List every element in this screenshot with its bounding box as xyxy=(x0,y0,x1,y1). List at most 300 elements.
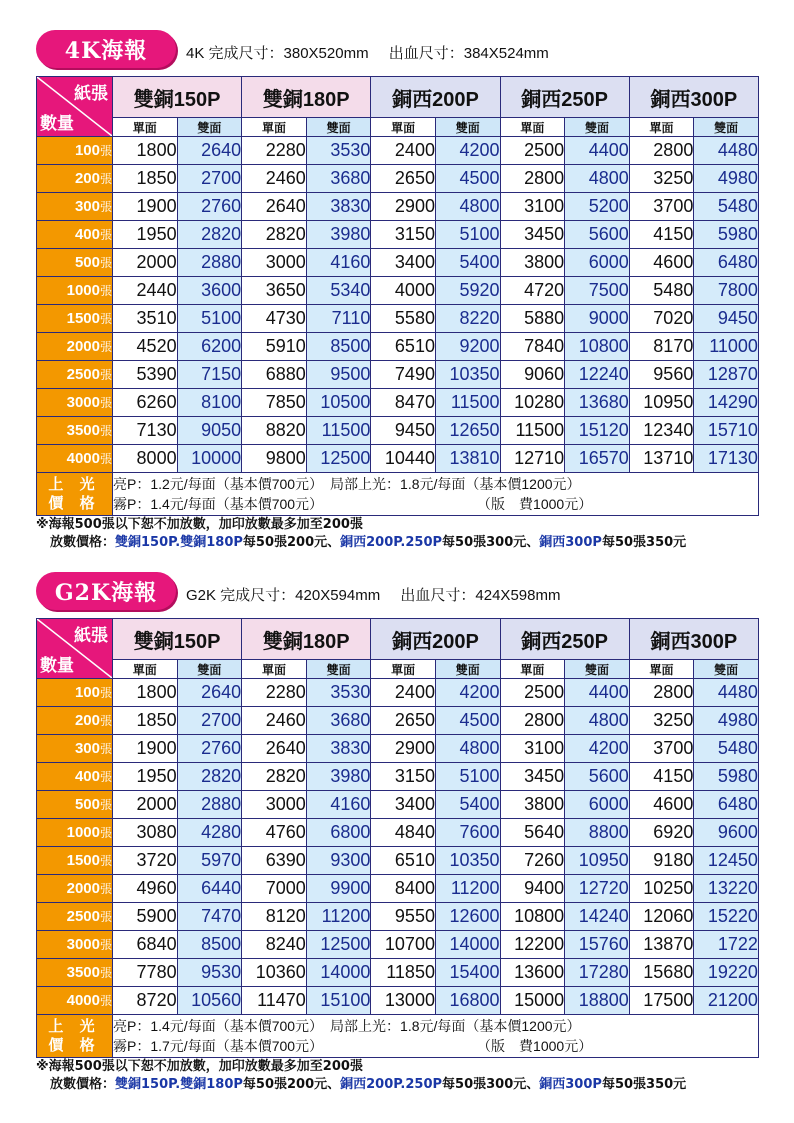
paper-header-row xyxy=(37,619,759,660)
single-side-price: 7000 xyxy=(242,875,307,903)
double-side-price: 5200 xyxy=(565,193,630,221)
double-side-header: 雙面 xyxy=(694,660,759,679)
double-side-price: 1722 xyxy=(694,931,759,959)
single-side-price: 5880 xyxy=(500,305,565,333)
single-side-price: 6510 xyxy=(371,847,436,875)
coating-price-line-2: 霧P：1.4元/每面（基本價700元） （版 費1000元） xyxy=(113,496,593,512)
single-side-price: 3700 xyxy=(629,735,694,763)
double-side-price: 2820 xyxy=(177,221,242,249)
double-side-price: 15100 xyxy=(306,987,371,1015)
paper-header: 銅西250P xyxy=(500,619,629,660)
double-side-price: 11000 xyxy=(694,333,759,361)
note-line-1: ※海報500張以下恕不加放數，加印放數最多加至200張 xyxy=(36,1059,363,1074)
quantity-value: 3000 xyxy=(66,394,100,411)
double-side-price: 4160 xyxy=(306,249,371,277)
single-side-price: 1850 xyxy=(113,165,178,193)
note-price-3: 每50張350元 xyxy=(601,535,687,550)
single-side-price: 2500 xyxy=(500,679,565,707)
double-side-price: 10350 xyxy=(435,361,500,389)
single-side-price: 4720 xyxy=(500,277,565,305)
single-side-price: 2650 xyxy=(371,165,436,193)
single-side-price: 10250 xyxy=(629,875,694,903)
single-side-price: 2650 xyxy=(371,707,436,735)
table-row xyxy=(37,193,759,221)
table-row xyxy=(37,165,759,193)
double-side-price: 3980 xyxy=(306,763,371,791)
double-side-price: 21200 xyxy=(694,987,759,1015)
single-side-price: 1900 xyxy=(113,193,178,221)
coating-price-line-1: 亮P：1.2元/每面（基本價700元） 局部上光：1.8元/每面（基本價1200元） xyxy=(113,476,581,492)
single-side-price: 9400 xyxy=(500,875,565,903)
coating-label xyxy=(37,1015,113,1058)
coating-prices xyxy=(113,1015,759,1058)
single-side-price: 13870 xyxy=(629,931,694,959)
single-side-price: 3250 xyxy=(629,707,694,735)
corner-cell xyxy=(37,619,113,679)
single-side-price: 6840 xyxy=(113,931,178,959)
quantity-unit: 張 xyxy=(99,798,112,812)
double-side-price: 4200 xyxy=(435,137,500,165)
title-badge-4k: 4K海報 xyxy=(36,30,176,68)
double-side-price: 15220 xyxy=(694,903,759,931)
quantity-cell xyxy=(37,819,113,847)
paper-header: 雙銅150P xyxy=(113,77,242,118)
single-side-price: 3100 xyxy=(500,735,565,763)
double-side-price: 5340 xyxy=(306,277,371,305)
quantity-cell xyxy=(37,277,113,305)
single-side-price: 2820 xyxy=(242,763,307,791)
single-side-price: 2800 xyxy=(629,137,694,165)
single-side-price: 5580 xyxy=(371,305,436,333)
double-side-price: 10800 xyxy=(565,333,630,361)
quantity-cell xyxy=(37,987,113,1015)
double-side-price: 14000 xyxy=(306,959,371,987)
double-side-price: 4200 xyxy=(565,735,630,763)
double-side-price: 6440 xyxy=(177,875,242,903)
quantity-cell xyxy=(37,875,113,903)
single-side-price: 7020 xyxy=(629,305,694,333)
quantity-value: 300 xyxy=(74,198,100,215)
paper-header: 雙銅180P xyxy=(242,619,371,660)
single-side-header: 單面 xyxy=(113,660,178,679)
double-side-price: 5400 xyxy=(435,249,500,277)
table-row xyxy=(37,333,759,361)
double-side-price: 3530 xyxy=(306,137,371,165)
single-side-price: 5910 xyxy=(242,333,307,361)
quantity-unit: 張 xyxy=(99,966,112,980)
single-side-price: 8000 xyxy=(113,445,178,473)
single-side-price: 4600 xyxy=(629,791,694,819)
double-side-header: 雙面 xyxy=(435,118,500,137)
quantity-cell xyxy=(37,249,113,277)
double-side-header: 雙面 xyxy=(177,118,242,137)
double-side-price: 6000 xyxy=(565,791,630,819)
double-side-price: 4800 xyxy=(565,165,630,193)
corner-paper-label: 紙張 xyxy=(74,626,108,645)
note-line-1: ※海報500張以下恕不加放數，加印放數最多加至200張 xyxy=(36,517,363,532)
double-side-price: 6480 xyxy=(694,249,759,277)
quantity-value: 1000 xyxy=(66,824,100,841)
single-side-price: 5640 xyxy=(500,819,565,847)
single-side-price: 4000 xyxy=(371,277,436,305)
single-side-price: 10280 xyxy=(500,389,565,417)
double-side-price: 11200 xyxy=(306,903,371,931)
double-side-price: 7500 xyxy=(565,277,630,305)
quantity-unit: 張 xyxy=(99,200,112,214)
double-side-price: 19220 xyxy=(694,959,759,987)
single-side-price: 13710 xyxy=(629,445,694,473)
double-side-header: 雙面 xyxy=(306,118,371,137)
double-side-price: 12500 xyxy=(306,931,371,959)
notes-4k xyxy=(36,516,686,552)
double-side-price: 12500 xyxy=(306,445,371,473)
single-side-price: 12710 xyxy=(500,445,565,473)
quantity-cell xyxy=(37,959,113,987)
double-side-price: 9000 xyxy=(565,305,630,333)
quantity-value: 500 xyxy=(74,254,100,271)
single-side-price: 10360 xyxy=(242,959,307,987)
double-side-price: 10560 xyxy=(177,987,242,1015)
single-side-price: 1950 xyxy=(113,221,178,249)
paper-header: 銅西300P xyxy=(629,619,758,660)
double-side-price: 10950 xyxy=(565,847,630,875)
quantity-value: 3500 xyxy=(66,964,100,981)
single-side-price: 13600 xyxy=(500,959,565,987)
single-side-price: 3400 xyxy=(371,249,436,277)
double-side-price: 15710 xyxy=(694,417,759,445)
quantity-unit: 張 xyxy=(99,312,112,326)
quantity-unit: 張 xyxy=(99,770,112,784)
corner-paper-label: 紙張 xyxy=(74,84,108,103)
single-side-price: 2000 xyxy=(113,249,178,277)
double-side-price: 13220 xyxy=(694,875,759,903)
table-row xyxy=(37,417,759,445)
single-side-header: 單面 xyxy=(629,118,694,137)
note-price-1: 每50張200元、 xyxy=(242,1077,341,1092)
table-row xyxy=(37,791,759,819)
quantity-cell xyxy=(37,445,113,473)
single-side-price: 2900 xyxy=(371,193,436,221)
note-prefix: 放數價格： xyxy=(50,1077,116,1092)
double-side-price: 4500 xyxy=(435,165,500,193)
double-side-price: 5600 xyxy=(565,221,630,249)
table-row xyxy=(37,389,759,417)
single-side-price: 2820 xyxy=(242,221,307,249)
single-side-price: 2500 xyxy=(500,137,565,165)
quantity-unit: 張 xyxy=(99,284,112,298)
note-paper-1: 雙銅150P.雙銅180P xyxy=(115,535,243,550)
table-row xyxy=(37,875,759,903)
quantity-unit: 張 xyxy=(99,910,112,924)
single-side-header: 單面 xyxy=(629,660,694,679)
single-side-price: 8170 xyxy=(629,333,694,361)
single-side-price: 3650 xyxy=(242,277,307,305)
quantity-unit: 張 xyxy=(99,742,112,756)
single-side-price: 9180 xyxy=(629,847,694,875)
corner-qty-label: 數量 xyxy=(40,656,74,675)
quantity-unit: 張 xyxy=(99,826,112,840)
quantity-value: 200 xyxy=(74,712,100,729)
double-side-price: 7110 xyxy=(306,305,371,333)
paper-header: 銅西200P xyxy=(371,77,500,118)
single-side-price: 6260 xyxy=(113,389,178,417)
quantity-unit: 張 xyxy=(99,994,112,1008)
table-row xyxy=(37,903,759,931)
table-row xyxy=(37,277,759,305)
double-side-price: 4800 xyxy=(435,735,500,763)
single-side-price: 6920 xyxy=(629,819,694,847)
double-side-price: 8100 xyxy=(177,389,242,417)
single-side-price: 2460 xyxy=(242,707,307,735)
double-side-price: 16800 xyxy=(435,987,500,1015)
double-side-header: 雙面 xyxy=(565,118,630,137)
double-side-price: 5980 xyxy=(694,221,759,249)
single-side-price: 3400 xyxy=(371,791,436,819)
double-side-price: 4480 xyxy=(694,137,759,165)
single-side-price: 11500 xyxy=(500,417,565,445)
double-side-price: 2880 xyxy=(177,791,242,819)
single-side-price: 2460 xyxy=(242,165,307,193)
note-paper-3: 銅西300P xyxy=(539,535,602,550)
single-side-price: 2800 xyxy=(500,165,565,193)
table-row xyxy=(37,819,759,847)
double-side-price: 10350 xyxy=(435,847,500,875)
single-side-price: 7840 xyxy=(500,333,565,361)
single-side-header: 單面 xyxy=(113,118,178,137)
single-side-price: 8720 xyxy=(113,987,178,1015)
single-side-header: 單面 xyxy=(500,660,565,679)
double-side-price: 15760 xyxy=(565,931,630,959)
double-side-price: 14000 xyxy=(435,931,500,959)
single-side-price: 15680 xyxy=(629,959,694,987)
double-side-price: 4980 xyxy=(694,707,759,735)
quantity-cell xyxy=(37,137,113,165)
double-side-price: 6480 xyxy=(694,791,759,819)
double-side-price: 12240 xyxy=(565,361,630,389)
double-side-price: 7800 xyxy=(694,277,759,305)
double-side-price: 5970 xyxy=(177,847,242,875)
double-side-price: 14290 xyxy=(694,389,759,417)
table-row xyxy=(37,763,759,791)
single-side-price: 7490 xyxy=(371,361,436,389)
table-row xyxy=(37,931,759,959)
double-side-price: 4400 xyxy=(565,137,630,165)
double-side-price: 4200 xyxy=(435,679,500,707)
double-side-price: 9200 xyxy=(435,333,500,361)
single-side-price: 3150 xyxy=(371,221,436,249)
double-side-price: 2640 xyxy=(177,137,242,165)
single-side-price: 5900 xyxy=(113,903,178,931)
title-badge-g2k: G2K海報 xyxy=(36,572,176,610)
single-side-price: 3510 xyxy=(113,305,178,333)
double-side-price: 2760 xyxy=(177,735,242,763)
table-row xyxy=(37,735,759,763)
quantity-value: 2000 xyxy=(66,338,100,355)
double-side-price: 8500 xyxy=(177,931,242,959)
single-side-price: 13000 xyxy=(371,987,436,1015)
table-row xyxy=(37,445,759,473)
quantity-unit: 張 xyxy=(99,452,112,466)
finished-size: 4K 完成尺寸：380X520mm xyxy=(186,45,369,62)
paper-header: 雙銅150P xyxy=(113,619,242,660)
note-price-2: 每50張300元、 xyxy=(442,1077,540,1092)
quantity-cell xyxy=(37,221,113,249)
table-row xyxy=(37,361,759,389)
notes-g2k xyxy=(36,1058,686,1094)
note-paper-2: 銅西200P.250P xyxy=(340,535,443,550)
double-side-price: 6800 xyxy=(306,819,371,847)
single-side-price: 1850 xyxy=(113,707,178,735)
double-side-price: 5400 xyxy=(435,791,500,819)
side-header-row xyxy=(37,660,759,679)
double-side-price: 4800 xyxy=(565,707,630,735)
coating-row xyxy=(37,1015,759,1058)
double-side-price: 3830 xyxy=(306,193,371,221)
single-side-price: 5390 xyxy=(113,361,178,389)
double-side-price: 12720 xyxy=(565,875,630,903)
single-side-price: 12340 xyxy=(629,417,694,445)
double-side-price: 14240 xyxy=(565,903,630,931)
single-side-price: 2000 xyxy=(113,791,178,819)
double-side-price: 15120 xyxy=(565,417,630,445)
quantity-cell xyxy=(37,679,113,707)
single-side-price: 6390 xyxy=(242,847,307,875)
quantity-value: 2500 xyxy=(66,908,100,925)
double-side-price: 11500 xyxy=(306,417,371,445)
double-side-price: 3980 xyxy=(306,221,371,249)
double-side-price: 4280 xyxy=(177,819,242,847)
double-side-price: 2880 xyxy=(177,249,242,277)
quantity-cell xyxy=(37,903,113,931)
quantity-value: 4000 xyxy=(66,450,100,467)
single-side-price: 3450 xyxy=(500,221,565,249)
double-side-price: 18800 xyxy=(565,987,630,1015)
note-prefix: 放數價格： xyxy=(50,535,116,550)
double-side-price: 3680 xyxy=(306,165,371,193)
quantity-unit: 張 xyxy=(99,340,112,354)
quantity-unit: 張 xyxy=(99,396,112,410)
single-side-price: 9450 xyxy=(371,417,436,445)
paper-header: 銅西250P xyxy=(500,77,629,118)
single-side-price: 3150 xyxy=(371,763,436,791)
double-side-price: 3600 xyxy=(177,277,242,305)
double-side-price: 9900 xyxy=(306,875,371,903)
double-side-price: 10000 xyxy=(177,445,242,473)
single-side-price: 11470 xyxy=(242,987,307,1015)
quantity-value: 500 xyxy=(74,796,100,813)
single-side-price: 2280 xyxy=(242,137,307,165)
single-side-header: 單面 xyxy=(242,660,307,679)
coating-label-1: 上 光 xyxy=(48,1018,101,1035)
quantity-cell xyxy=(37,763,113,791)
double-side-price: 15400 xyxy=(435,959,500,987)
quantity-value: 2500 xyxy=(66,366,100,383)
finished-size: G2K 完成尺寸：420X594mm xyxy=(186,587,381,604)
single-side-price: 2400 xyxy=(371,137,436,165)
double-side-price: 9530 xyxy=(177,959,242,987)
single-side-price: 2640 xyxy=(242,193,307,221)
quantity-cell xyxy=(37,193,113,221)
single-side-price: 11850 xyxy=(371,959,436,987)
single-side-price: 4840 xyxy=(371,819,436,847)
single-side-price: 8240 xyxy=(242,931,307,959)
double-side-price: 12450 xyxy=(694,847,759,875)
coating-label-1: 上 光 xyxy=(48,476,101,493)
single-side-price: 2800 xyxy=(629,679,694,707)
table-row xyxy=(37,959,759,987)
double-side-price: 5100 xyxy=(177,305,242,333)
double-side-price: 2760 xyxy=(177,193,242,221)
double-side-price: 11500 xyxy=(435,389,500,417)
double-side-price: 5100 xyxy=(435,221,500,249)
single-side-price: 8120 xyxy=(242,903,307,931)
single-side-price: 8400 xyxy=(371,875,436,903)
double-side-price: 2640 xyxy=(177,679,242,707)
quantity-value: 200 xyxy=(74,170,100,187)
single-side-price: 17500 xyxy=(629,987,694,1015)
bleed-size: 出血尺寸：424X598mm xyxy=(400,587,561,604)
size-info-4k xyxy=(186,42,565,63)
single-side-price: 9550 xyxy=(371,903,436,931)
coating-label-2: 價 格 xyxy=(48,1037,101,1054)
single-side-price: 12060 xyxy=(629,903,694,931)
double-side-header: 雙面 xyxy=(694,118,759,137)
single-side-price: 10800 xyxy=(500,903,565,931)
quantity-cell xyxy=(37,791,113,819)
single-side-price: 15000 xyxy=(500,987,565,1015)
double-side-price: 6000 xyxy=(565,249,630,277)
note-price-1: 每50張200元、 xyxy=(242,535,341,550)
double-side-price: 2700 xyxy=(177,165,242,193)
single-side-header: 單面 xyxy=(242,118,307,137)
single-side-price: 3100 xyxy=(500,193,565,221)
quantity-cell xyxy=(37,305,113,333)
quantity-unit: 張 xyxy=(99,854,112,868)
double-side-price: 4480 xyxy=(694,679,759,707)
paper-header: 銅西300P xyxy=(629,77,758,118)
double-side-price: 9600 xyxy=(694,819,759,847)
single-side-price: 1800 xyxy=(113,137,178,165)
quantity-unit: 張 xyxy=(99,686,112,700)
note-paper-1: 雙銅150P.雙銅180P xyxy=(115,1077,243,1092)
double-side-header: 雙面 xyxy=(565,660,630,679)
single-side-price: 4150 xyxy=(629,763,694,791)
single-side-price: 3800 xyxy=(500,249,565,277)
double-side-price: 16570 xyxy=(565,445,630,473)
single-side-price: 2800 xyxy=(500,707,565,735)
quantity-value: 4000 xyxy=(66,992,100,1009)
double-side-price: 7470 xyxy=(177,903,242,931)
single-side-price: 6510 xyxy=(371,333,436,361)
single-side-price: 2400 xyxy=(371,679,436,707)
single-side-price: 3080 xyxy=(113,819,178,847)
double-side-price: 6200 xyxy=(177,333,242,361)
double-side-price: 2700 xyxy=(177,707,242,735)
quantity-unit: 張 xyxy=(99,714,112,728)
single-side-price: 6880 xyxy=(242,361,307,389)
double-side-price: 12600 xyxy=(435,903,500,931)
quantity-cell xyxy=(37,931,113,959)
double-side-price: 5920 xyxy=(435,277,500,305)
coating-prices xyxy=(113,473,759,516)
quantity-cell xyxy=(37,735,113,763)
single-side-price: 4760 xyxy=(242,819,307,847)
double-side-header: 雙面 xyxy=(306,660,371,679)
quantity-cell xyxy=(37,165,113,193)
single-side-price: 3700 xyxy=(629,193,694,221)
price-table-4k xyxy=(36,76,759,516)
double-side-price: 4160 xyxy=(306,791,371,819)
